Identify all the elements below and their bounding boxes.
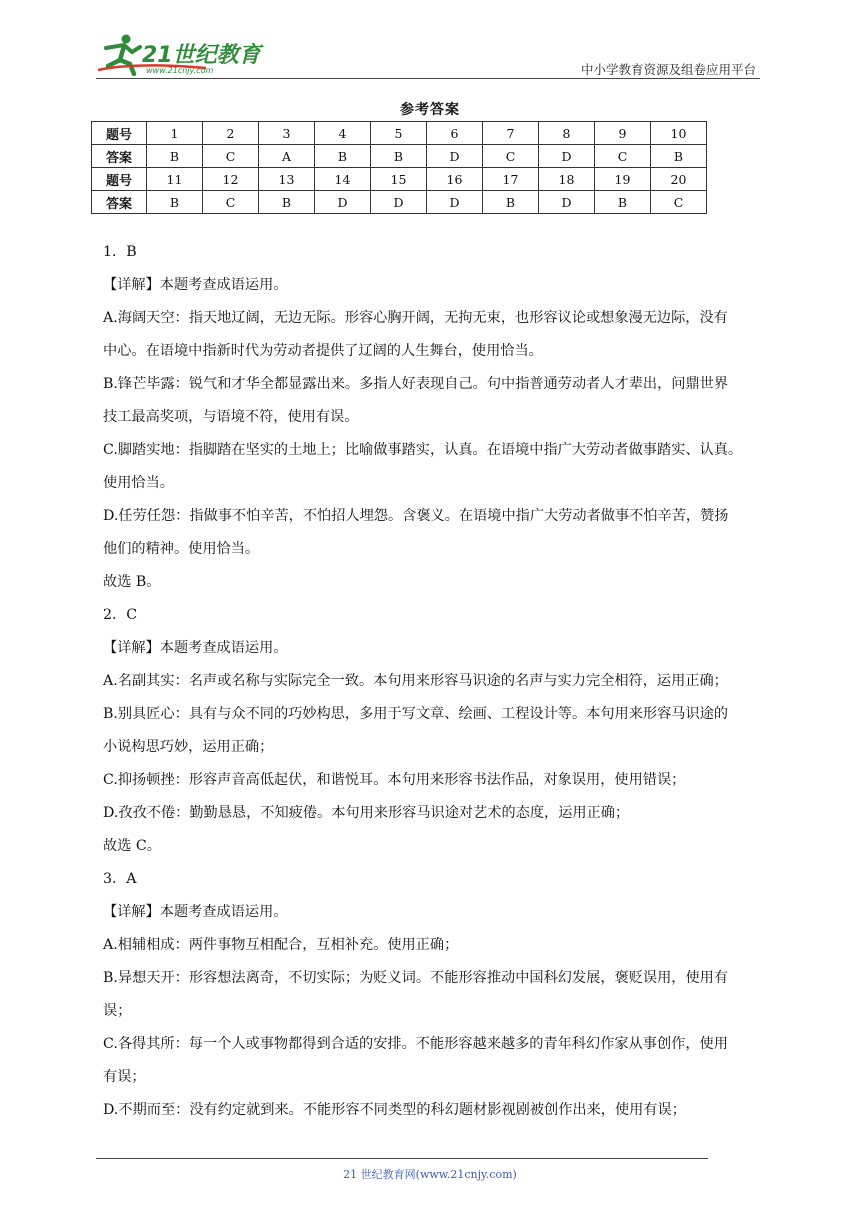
text-line: C.抑扬顿挫：形容声音高低起伏，和谐悦耳。本句用来形容书法作品，对象误用，使用错误； bbox=[103, 772, 686, 788]
table-cell: 13 bbox=[259, 168, 315, 191]
text-line: 故选 C。 bbox=[103, 838, 161, 854]
table-cell: B bbox=[651, 145, 707, 168]
table-cell: 10 bbox=[651, 122, 707, 145]
row-header: 答案 bbox=[92, 191, 147, 214]
table-cell: 7 bbox=[483, 122, 539, 145]
table-cell: 14 bbox=[315, 168, 371, 191]
text-line: B.异想天开：形容想法离奇，不切实际；为贬义词。不能形容推动中国科幻发展，褒贬误用，使用有 bbox=[103, 970, 729, 986]
svg-text:21世纪教育: 21世纪教育 bbox=[142, 43, 261, 68]
text-line: 故选 B。 bbox=[103, 574, 161, 590]
text-line: 2．C bbox=[103, 607, 138, 623]
table-cell: D bbox=[539, 191, 595, 214]
table-cell: 16 bbox=[427, 168, 483, 191]
table-cell: 15 bbox=[371, 168, 427, 191]
table-cell: B bbox=[147, 145, 203, 168]
text-line: A.名副其实：名声或名称与实际完全一致。本句用来形容马识途的名声与实力完全相符，运用正确； bbox=[103, 673, 728, 689]
table-cell: B bbox=[315, 145, 371, 168]
text-line: C.脚踏实地：指脚踏在坚实的土地上；比喻做事踏实，认真。在语境中指广大劳动者做事踏实、认真。 bbox=[103, 442, 743, 458]
text-line: 【详解】本题考查成语运用。 bbox=[103, 640, 288, 656]
text-line: D.孜孜不倦：勤勤恳恳，不知疲倦。本句用来形容马识途对艺术的态度，运用正确； bbox=[103, 805, 630, 821]
table-cell: 17 bbox=[483, 168, 539, 191]
svg-text:www.21cnjy.com: www.21cnjy.com bbox=[146, 66, 214, 75]
table-cell: C bbox=[203, 191, 259, 214]
table-row bbox=[92, 168, 707, 191]
table-cell: 1 bbox=[147, 122, 203, 145]
table-cell: 20 bbox=[651, 168, 707, 191]
text-line: D.不期而至：没有约定就到来。不能形容不同类型的科幻题材影视剧被创作出来，使用有误； bbox=[103, 1102, 686, 1118]
text-line: 使用恰当。 bbox=[103, 475, 174, 491]
header-divider bbox=[96, 78, 760, 79]
table-cell: B bbox=[259, 191, 315, 214]
text-line: 误； bbox=[103, 1003, 132, 1019]
text-line: 3．A bbox=[103, 871, 137, 887]
answer-table bbox=[91, 121, 707, 214]
text-line: 他们的精神。使用恰当。 bbox=[103, 541, 260, 557]
text-line: 小说构思巧妙，运用正确； bbox=[103, 739, 274, 755]
table-cell: A bbox=[259, 145, 315, 168]
row-header: 答案 bbox=[92, 145, 147, 168]
text-line: 技工最高奖项，与语境不符，使用有误。 bbox=[103, 409, 359, 425]
platform-name: 中小学教育资源及组卷应用平台 bbox=[580, 62, 756, 77]
answer-title: 参考答案 bbox=[400, 102, 460, 118]
table-cell: B bbox=[595, 191, 651, 214]
table-cell: 19 bbox=[595, 168, 651, 191]
table-cell: D bbox=[539, 145, 595, 168]
table-cell: 12 bbox=[203, 168, 259, 191]
row-header: 题号 bbox=[92, 122, 147, 145]
text-line: 【详解】本题考查成语运用。 bbox=[103, 277, 288, 293]
table-cell: 9 bbox=[595, 122, 651, 145]
table-cell: D bbox=[315, 191, 371, 214]
runner-logo-icon bbox=[96, 32, 276, 76]
table-cell: 8 bbox=[539, 122, 595, 145]
table-cell: C bbox=[483, 145, 539, 168]
table-cell: B bbox=[147, 191, 203, 214]
table-cell: 3 bbox=[259, 122, 315, 145]
footer-text: 21 世纪教育网(www.21cnjy.com) bbox=[343, 1168, 517, 1181]
footer-divider bbox=[96, 1158, 708, 1159]
table-cell: D bbox=[371, 191, 427, 214]
table-row bbox=[92, 145, 707, 168]
table-row bbox=[92, 122, 707, 145]
table-cell: D bbox=[427, 191, 483, 214]
page-header bbox=[96, 30, 760, 78]
table-cell: C bbox=[203, 145, 259, 168]
table-cell: 6 bbox=[427, 122, 483, 145]
text-line: B.锋芒毕露：锐气和才华全都显露出来。多指人好表现自己。句中指普通劳动者人才辈出，问鼎世界 bbox=[103, 376, 729, 392]
text-line: 中心。在语境中指新时代为劳动者提供了辽阔的人生舞台，使用恰当。 bbox=[103, 343, 543, 359]
table-cell: B bbox=[371, 145, 427, 168]
row-header: 题号 bbox=[92, 168, 147, 191]
explanation-body bbox=[103, 242, 763, 1133]
table-cell: 11 bbox=[147, 168, 203, 191]
text-line: 【详解】本题考查成语运用。 bbox=[103, 904, 288, 920]
table-cell: B bbox=[483, 191, 539, 214]
logo bbox=[96, 32, 276, 76]
table-cell: 2 bbox=[203, 122, 259, 145]
table-cell: 5 bbox=[371, 122, 427, 145]
table-cell: C bbox=[651, 191, 707, 214]
text-line: C.各得其所：每一个人或事物都得到合适的安排。不能形容越来越多的青年科幻作家从事创作，使用 bbox=[103, 1036, 728, 1052]
table-cell: 18 bbox=[539, 168, 595, 191]
table-cell: D bbox=[427, 145, 483, 168]
table-cell: C bbox=[595, 145, 651, 168]
text-line: 有误； bbox=[103, 1069, 146, 1085]
text-line: A.相辅相成：两件事物互相配合，互相补充。使用正确； bbox=[103, 937, 459, 953]
text-line: A.海阔天空：指天地辽阔，无边无际。形容心胸开阔，无拘无束，也形容议论或想象漫无边际，没有 bbox=[103, 310, 728, 326]
table-cell: 4 bbox=[315, 122, 371, 145]
text-line: B.别具匠心：具有与众不同的巧妙构思，多用于写文章、绘画、工程设计等。本句用来形容马识途的 bbox=[103, 706, 729, 722]
table-row bbox=[92, 191, 707, 214]
text-line: 1．B bbox=[103, 244, 137, 260]
text-line: D.任劳任怨：指做事不怕辛苦，不怕招人埋怨。含褒义。在语境中指广大劳动者做事不怕辛苦，赞扬 bbox=[103, 508, 729, 524]
